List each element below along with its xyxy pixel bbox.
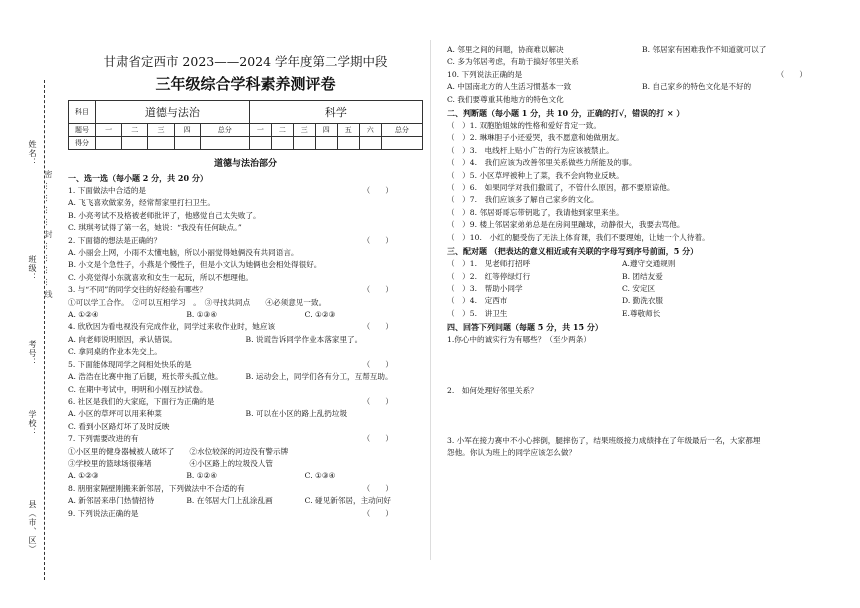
judge-item: （ ）7. 我们应该多了解自己家乡的文化。 — [447, 195, 599, 205]
answer-paren[interactable]: （ ） — [776, 69, 807, 79]
subject-moral: 道德与法治 — [96, 101, 250, 124]
answer-paren[interactable]: （ ） — [362, 235, 393, 245]
q10-option-a: A. 中国南北方的人生活习惯基本一致 — [447, 82, 572, 92]
q4-options-ab — [68, 334, 423, 346]
score-cell[interactable] — [337, 137, 359, 150]
part-title: 道德与法治部分 — [213, 159, 277, 169]
score-cell[interactable] — [293, 137, 315, 150]
question-answer-3b: 怨他。你认为班上的同学应该怎么做？ — [447, 448, 577, 458]
q10-option-b: B. 自己家乡的特色文化是不好的 — [642, 82, 752, 92]
question-4: 4. 欣欣因为看电视没有完成作业，同学过来收作业时，她应该 （ ） — [68, 321, 423, 333]
q3-items: ①可以学工合作。 ②可以互相学习 。 ③寻找共同点 ④必须意见一致。 — [68, 297, 327, 307]
q1-option-a: A. 飞飞喜欢做家务，经常帮家里打扫卫生。 — [68, 198, 215, 208]
answer-paren[interactable]: （ ） — [362, 508, 393, 518]
score-cell[interactable] — [122, 137, 148, 150]
col-header: 四 — [174, 124, 200, 137]
score-cell[interactable] — [249, 137, 271, 150]
q2-option-a: A. 小丽会上网，小雨不太懂电脑，所以小丽觉得她俩没有共同语言。 — [68, 248, 299, 258]
q9-options-ab — [447, 44, 837, 56]
question-3: 3. 与“不同”的同学交往的好经验有哪些？ （ ） — [68, 284, 423, 296]
q7-items-34: ③学校里的篮球场很雍堵 ④小区路上的垃圾没人管 — [68, 458, 274, 468]
question-answer-2: 2. 如何处理好邻里关系？ — [447, 385, 538, 395]
section-1-title: 一、选一选（每小题 2 分，共 20 分） — [68, 173, 208, 183]
q4-option-a: A. 向老师说明原因，承认错误。 — [68, 334, 178, 344]
question-5: 5. 下面能体现同学之间相处快乐的是 （ ） — [68, 359, 423, 371]
score-cell[interactable] — [148, 137, 174, 150]
score-cell[interactable] — [315, 137, 337, 150]
judge-item: （ ）1. 双胞胎姐妹的性格和爱好肯定一致。 — [447, 121, 601, 131]
answer-paren[interactable]: （ ） — [362, 359, 393, 369]
answer-space-3[interactable] — [447, 460, 837, 500]
col-header: 二 — [122, 124, 148, 137]
q9-option-b: B. 邻居家有困难我作不知道就可以了 — [642, 45, 767, 54]
q7-options — [68, 470, 423, 482]
q6-option-b: B. 可以在小区的路上乱扔垃圾 — [245, 409, 348, 419]
row-score-label: 得分 — [69, 137, 96, 150]
judge-item: （ ）10. 小红的腿受伤了无法上体育课，我们不要理她，让她一个人待着。 — [447, 232, 710, 242]
q10-option-c: C. 我们要尊重其他地方的特色文化 — [447, 94, 564, 104]
q7-option-b: B. ①②④ — [186, 471, 218, 481]
class-label: 班级： — [28, 255, 37, 282]
col-header: 总分 — [381, 124, 422, 137]
score-cell[interactable] — [381, 137, 422, 150]
col-header: 二 — [271, 124, 293, 137]
col-header: 一 — [96, 124, 122, 137]
judge-item: （ ）5. 小区草坪被种上了菜，我不会向物业反映。 — [447, 170, 624, 180]
judge-item: （ ）6. 如果同学对我们撒谎了，不管什么原因，都不要原谅他。 — [447, 183, 675, 193]
q5-option-b: B. 运动会上，同学们各有分工，互帮互助。 — [245, 372, 393, 382]
q10-options-ab — [447, 81, 837, 93]
county-label: 县（市、区） — [28, 500, 37, 554]
q7-items-12: ①小区里的健身器械被人破坏了 ②水位较深的河边没有警示牌 — [68, 446, 289, 456]
judge-item: （ ）9. 楼上邻居家弟弟总是在房间里蹦球，动静很大，我要去骂他。 — [447, 220, 685, 230]
question-8: 8. 朋朋家隔壁刚搬来新邻居，下列做法中不合适的有 （ ） — [68, 483, 423, 495]
exam-subtitle: 甘肃省定西市 2023——2024 学年度第二学期中段 — [103, 54, 388, 69]
score-cell[interactable] — [271, 137, 293, 150]
score-cell[interactable] — [200, 137, 249, 150]
q1-option-c: C. 琪琪考试得了第一名，她说：“我没有任何缺点。” — [68, 223, 242, 233]
q9-option-a: A. 邻里之间的问题，协商难以解决 — [447, 45, 564, 54]
school-label: 学校： — [28, 410, 37, 437]
q3-option-c: C. ①②③ — [304, 310, 336, 320]
q1-option-b: B. 小亮考试不及格被老师批评了，他感觉自己太失败了。 — [68, 210, 261, 220]
col-header: 五 — [337, 124, 359, 137]
answer-paren[interactable]: （ ） — [362, 434, 393, 444]
q8-option-b: B. 在邻居大门上乱涂乱画 — [186, 496, 273, 506]
match-row: （ ）3. 帮助小同学 C. 安定区 — [447, 283, 656, 293]
q7-option-c: C. ①③④ — [304, 471, 336, 481]
col-header: 三 — [148, 124, 174, 137]
q4-option-b: B. 说谎告诉同学作业本落家里了。 — [245, 334, 363, 344]
column-divider — [430, 40, 431, 560]
judge-item: （ ）3. 电线杆上贴小广告的行为应该被禁止。 — [447, 145, 614, 155]
question-10: 10. 下列说法正确的是 （ ） — [447, 69, 837, 81]
score-cell[interactable] — [174, 137, 200, 150]
right-column — [447, 44, 837, 500]
question-6: 6. 社区是我们的大家庭，下面行为正确的是 （ ） — [68, 396, 423, 408]
question-answer-3a: 3. 小军在接力赛中不小心摔倒，腿摔伤了，结果班级接力成绩排在了年级最后一名，大家都埋 — [447, 435, 761, 445]
answer-paren[interactable]: （ ） — [362, 186, 393, 195]
match-row: （ ）2. 红等停绿灯行 B. 团结友爱 — [447, 271, 663, 281]
q8-options — [68, 495, 423, 507]
answer-paren[interactable]: （ ） — [362, 483, 393, 493]
binding-margin — [14, 80, 54, 590]
score-cell[interactable] — [96, 137, 122, 150]
judge-item: （ ）8. 邻居哥哥忘带钥匙了，我请他到家里来坐。 — [447, 207, 624, 217]
q9-option-c: C. 多为邻居考虑，有助于搞好邻里关系 — [447, 57, 579, 67]
question-9: 9. 下列说法正确的是 （ ） — [68, 508, 423, 520]
col-header: 一 — [249, 124, 271, 137]
subject-science: 科学 — [249, 101, 422, 124]
q3-option-b: B. ①③④ — [186, 310, 218, 320]
judge-item: （ ）2. 琳琳胆子小还爱哭，我不愿意和她做朋友。 — [447, 133, 624, 143]
answer-paren[interactable]: （ ） — [362, 322, 393, 332]
match-row: （ ）1. 见老师打招呼 A.遵守交通规则 — [447, 259, 676, 269]
left-column — [68, 52, 423, 520]
q8-option-a: A. 新邻居来串门热情招待 — [68, 496, 155, 506]
match-row: （ ）4. 定西市 D. 勤洗衣服 — [447, 296, 664, 306]
col-header: 三 — [293, 124, 315, 137]
exam-title: 三年级综合学科素养测评卷 — [155, 75, 336, 93]
q8-option-c: C. 碰见新邻居，主动问好 — [304, 496, 391, 506]
seal-text: 密…………封…………线 — [44, 170, 53, 302]
q7-option-a: A. ①②③ — [68, 471, 99, 481]
exam-no-label: 考号： — [28, 340, 37, 367]
answer-space-1[interactable] — [447, 347, 837, 385]
q3-option-a: A. ①②④ — [68, 310, 99, 320]
q6-option-c: C. 看到小区路灯坏了及时反映 — [68, 421, 170, 431]
match-row: （ ）5. 讲卫生 E.尊敬师长 — [447, 308, 661, 318]
col-header: 总分 — [200, 124, 249, 137]
score-table — [68, 100, 423, 150]
q4-option-c: C. 拿同桌的作业本先交上。 — [68, 347, 162, 357]
answer-paren[interactable]: （ ） — [362, 396, 393, 406]
q3-options — [68, 309, 423, 321]
q6-option-a: A. 小区的草坪可以用来种菜 — [68, 409, 162, 419]
col-header: 六 — [359, 124, 381, 137]
q5-option-a: A. 浩浩在比赛中拖了后腿，班长带头孤立他。 — [68, 372, 223, 382]
section-3-title: 三、配对题 （把表达的意义相近或有关联的字母写到序号前面，5 分） — [447, 246, 699, 257]
subject-label: 科目 — [69, 101, 96, 124]
q5-option-c: C. 在期中考试中，明明和小刚互抄试卷。 — [68, 384, 208, 394]
q2-option-b: B. 小文是个急性子，小燕是个慢性子，但是小文认为她俩也会相处得很好。 — [68, 260, 322, 270]
q5-options-ab — [68, 371, 423, 383]
question-answer-1: 1.你心中的诚实行为有哪些？（至少两条） — [447, 335, 591, 345]
seal-line — [44, 80, 45, 580]
score-cell[interactable] — [359, 137, 381, 150]
section-4-title: 四、回答下列问题（每题 5 分，共 15 分） — [447, 322, 603, 333]
question-7: 7. 下列需要改进的有 （ ） — [68, 433, 423, 445]
col-header: 四 — [315, 124, 337, 137]
q2-option-c: C. 小亮觉得小东就喜欢和女生一起玩，所以不想理他。 — [68, 272, 254, 282]
answer-space-2[interactable] — [447, 397, 837, 435]
row-question-label: 题号 — [69, 124, 96, 137]
q6-options-ab — [68, 408, 423, 420]
judge-item: （ ）4. 我们应该为改善邻里关系做些力所能及的事。 — [447, 158, 637, 168]
answer-paren[interactable]: （ ） — [362, 285, 393, 295]
section-2-title: 二、判断题（每小题 1 分，共 10 分，正确的打√，错误的打 × ） — [447, 108, 685, 119]
name-label: 姓名： — [28, 140, 37, 167]
question-2: 2. 下面德的想法是正确的？ （ ） — [68, 235, 423, 247]
question-1: 1. 下面做法中合适的是 （ ） — [68, 185, 423, 197]
